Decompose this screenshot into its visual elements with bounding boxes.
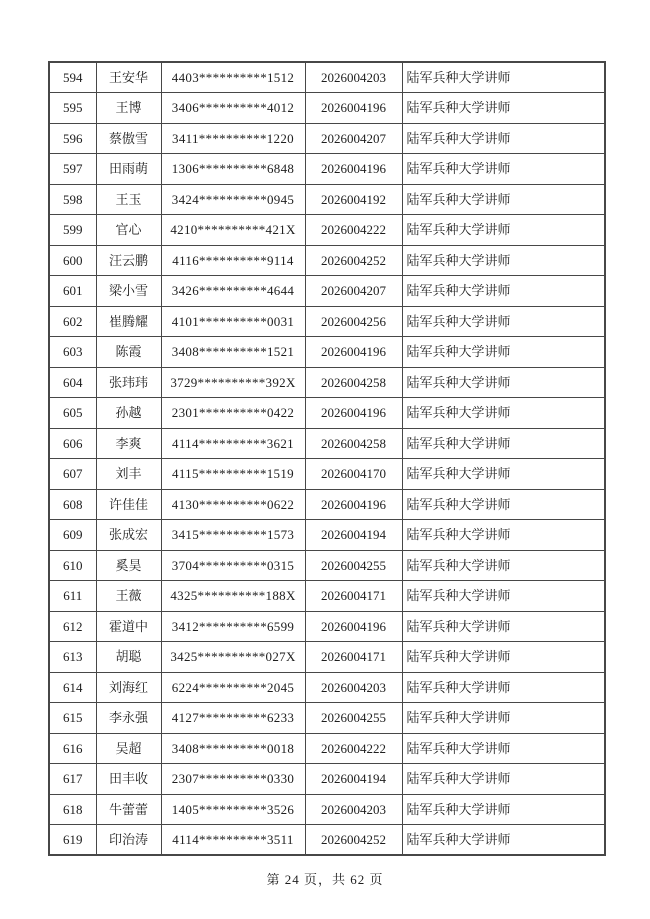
table-row (49, 215, 605, 246)
table-row (49, 245, 605, 276)
table-row (49, 825, 605, 856)
table-row (49, 154, 605, 185)
name-cell: 崔腾耀 (96, 306, 161, 337)
row-number-cell: 594 (49, 62, 96, 93)
table-row (49, 642, 605, 673)
exam-code-cell: 2026004203 (305, 62, 402, 93)
exam-code-cell: 2026004203 (305, 794, 402, 825)
table-row (49, 794, 605, 825)
name-cell: 蔡傲雪 (96, 123, 161, 154)
exam-code-cell: 2026004170 (305, 459, 402, 490)
position-cell: 陆军兵种大学讲师 (402, 276, 605, 307)
name-cell: 王安华 (96, 62, 161, 93)
position-cell: 陆军兵种大学讲师 (402, 703, 605, 734)
id-number-cell: 3424**********0945 (161, 184, 305, 215)
position-cell: 陆军兵种大学讲师 (402, 123, 605, 154)
id-number-cell: 3415**********1573 (161, 520, 305, 551)
row-number-cell: 608 (49, 489, 96, 520)
row-number-cell: 603 (49, 337, 96, 368)
position-cell: 陆军兵种大学讲师 (402, 672, 605, 703)
name-cell: 王薇 (96, 581, 161, 612)
row-number-cell: 599 (49, 215, 96, 246)
roster-table (48, 61, 606, 856)
exam-code-cell: 2026004258 (305, 367, 402, 398)
name-cell: 霍道中 (96, 611, 161, 642)
exam-code-cell: 2026004256 (305, 306, 402, 337)
row-number-cell: 614 (49, 672, 96, 703)
table-row (49, 62, 605, 93)
exam-code-cell: 2026004255 (305, 703, 402, 734)
table-row (49, 276, 605, 307)
position-cell: 陆军兵种大学讲师 (402, 337, 605, 368)
exam-code-cell: 2026004196 (305, 489, 402, 520)
table-row (49, 764, 605, 795)
exam-code-cell: 2026004196 (305, 154, 402, 185)
table-row (49, 703, 605, 734)
row-number-cell: 604 (49, 367, 96, 398)
id-number-cell: 4116**********9114 (161, 245, 305, 276)
table-row (49, 611, 605, 642)
id-number-cell: 3425**********027X (161, 642, 305, 673)
position-cell: 陆军兵种大学讲师 (402, 520, 605, 551)
row-number-cell: 600 (49, 245, 96, 276)
exam-code-cell: 2026004207 (305, 276, 402, 307)
position-cell: 陆军兵种大学讲师 (402, 581, 605, 612)
name-cell: 牛蕾蕾 (96, 794, 161, 825)
table-row (49, 459, 605, 490)
id-number-cell: 3411**********1220 (161, 123, 305, 154)
position-cell: 陆军兵种大学讲师 (402, 245, 605, 276)
id-number-cell: 4127**********6233 (161, 703, 305, 734)
name-cell: 田雨萌 (96, 154, 161, 185)
id-number-cell: 3426**********4644 (161, 276, 305, 307)
exam-code-cell: 2026004222 (305, 215, 402, 246)
name-cell: 陈霞 (96, 337, 161, 368)
id-number-cell: 3406**********4012 (161, 93, 305, 124)
exam-code-cell: 2026004171 (305, 642, 402, 673)
position-cell: 陆军兵种大学讲师 (402, 764, 605, 795)
exam-code-cell: 2026004255 (305, 550, 402, 581)
row-number-cell: 601 (49, 276, 96, 307)
name-cell: 张玮玮 (96, 367, 161, 398)
table-row (49, 581, 605, 612)
position-cell: 陆军兵种大学讲师 (402, 642, 605, 673)
name-cell: 刘丰 (96, 459, 161, 490)
exam-code-cell: 2026004196 (305, 337, 402, 368)
name-cell: 奚昊 (96, 550, 161, 581)
exam-code-cell: 2026004252 (305, 245, 402, 276)
id-number-cell: 4403**********1512 (161, 62, 305, 93)
name-cell: 王博 (96, 93, 161, 124)
row-number-cell: 616 (49, 733, 96, 764)
row-number-cell: 615 (49, 703, 96, 734)
name-cell: 田丰收 (96, 764, 161, 795)
table-row (49, 367, 605, 398)
id-number-cell: 4130**********0622 (161, 489, 305, 520)
name-cell: 孙越 (96, 398, 161, 429)
position-cell: 陆军兵种大学讲师 (402, 154, 605, 185)
name-cell: 李永强 (96, 703, 161, 734)
name-cell: 许佳佳 (96, 489, 161, 520)
id-number-cell: 3408**********1521 (161, 337, 305, 368)
row-number-cell: 609 (49, 520, 96, 551)
id-number-cell: 4210**********421X (161, 215, 305, 246)
table-row (49, 520, 605, 551)
row-number-cell: 611 (49, 581, 96, 612)
name-cell: 汪云鹏 (96, 245, 161, 276)
exam-code-cell: 2026004194 (305, 764, 402, 795)
table-row (49, 428, 605, 459)
table-row (49, 306, 605, 337)
id-number-cell: 6224**********2045 (161, 672, 305, 703)
row-number-cell: 613 (49, 642, 96, 673)
name-cell: 梁小雪 (96, 276, 161, 307)
table-row (49, 489, 605, 520)
row-number-cell: 598 (49, 184, 96, 215)
position-cell: 陆军兵种大学讲师 (402, 794, 605, 825)
exam-code-cell: 2026004171 (305, 581, 402, 612)
name-cell: 吴超 (96, 733, 161, 764)
exam-code-cell: 2026004194 (305, 520, 402, 551)
row-number-cell: 619 (49, 825, 96, 856)
position-cell: 陆军兵种大学讲师 (402, 550, 605, 581)
id-number-cell: 2307**********0330 (161, 764, 305, 795)
name-cell: 胡聪 (96, 642, 161, 673)
id-number-cell: 3412**********6599 (161, 611, 305, 642)
position-cell: 陆军兵种大学讲师 (402, 428, 605, 459)
position-cell: 陆军兵种大学讲师 (402, 215, 605, 246)
row-number-cell: 607 (49, 459, 96, 490)
row-number-cell: 602 (49, 306, 96, 337)
name-cell: 印治涛 (96, 825, 161, 856)
position-cell: 陆军兵种大学讲师 (402, 825, 605, 856)
position-cell: 陆军兵种大学讲师 (402, 184, 605, 215)
table-row (49, 337, 605, 368)
table-row (49, 733, 605, 764)
row-number-cell: 595 (49, 93, 96, 124)
table-row (49, 123, 605, 154)
position-cell: 陆军兵种大学讲师 (402, 62, 605, 93)
table-row (49, 93, 605, 124)
exam-code-cell: 2026004203 (305, 672, 402, 703)
id-number-cell: 2301**********0422 (161, 398, 305, 429)
exam-code-cell: 2026004196 (305, 93, 402, 124)
name-cell: 官心 (96, 215, 161, 246)
name-cell: 李爽 (96, 428, 161, 459)
exam-code-cell: 2026004252 (305, 825, 402, 856)
row-number-cell: 612 (49, 611, 96, 642)
id-number-cell: 3408**********0018 (161, 733, 305, 764)
id-number-cell: 4101**********0031 (161, 306, 305, 337)
name-cell: 王玉 (96, 184, 161, 215)
id-number-cell: 4114**********3621 (161, 428, 305, 459)
name-cell: 刘海红 (96, 672, 161, 703)
position-cell: 陆军兵种大学讲师 (402, 93, 605, 124)
row-number-cell: 617 (49, 764, 96, 795)
id-number-cell: 1306**********6848 (161, 154, 305, 185)
position-cell: 陆军兵种大学讲师 (402, 306, 605, 337)
position-cell: 陆军兵种大学讲师 (402, 733, 605, 764)
roster-table-body (49, 62, 605, 855)
table-row (49, 398, 605, 429)
exam-code-cell: 2026004196 (305, 611, 402, 642)
row-number-cell: 610 (49, 550, 96, 581)
exam-code-cell: 2026004222 (305, 733, 402, 764)
row-number-cell: 605 (49, 398, 96, 429)
position-cell: 陆军兵种大学讲师 (402, 489, 605, 520)
page-footer: 第 24 页，共 62 页 (266, 872, 384, 887)
name-cell: 张成宏 (96, 520, 161, 551)
id-number-cell: 1405**********3526 (161, 794, 305, 825)
row-number-cell: 597 (49, 154, 96, 185)
id-number-cell: 3704**********0315 (161, 550, 305, 581)
id-number-cell: 4115**********1519 (161, 459, 305, 490)
id-number-cell: 4325**********188X (161, 581, 305, 612)
position-cell: 陆军兵种大学讲师 (402, 367, 605, 398)
row-number-cell: 606 (49, 428, 96, 459)
exam-code-cell: 2026004196 (305, 398, 402, 429)
table-row (49, 550, 605, 581)
position-cell: 陆军兵种大学讲师 (402, 459, 605, 490)
id-number-cell: 4114**********3511 (161, 825, 305, 856)
id-number-cell: 3729**********392X (161, 367, 305, 398)
row-number-cell: 596 (49, 123, 96, 154)
exam-code-cell: 2026004192 (305, 184, 402, 215)
exam-code-cell: 2026004207 (305, 123, 402, 154)
position-cell: 陆军兵种大学讲师 (402, 398, 605, 429)
table-row (49, 672, 605, 703)
exam-code-cell: 2026004258 (305, 428, 402, 459)
row-number-cell: 618 (49, 794, 96, 825)
position-cell: 陆军兵种大学讲师 (402, 611, 605, 642)
table-row (49, 184, 605, 215)
